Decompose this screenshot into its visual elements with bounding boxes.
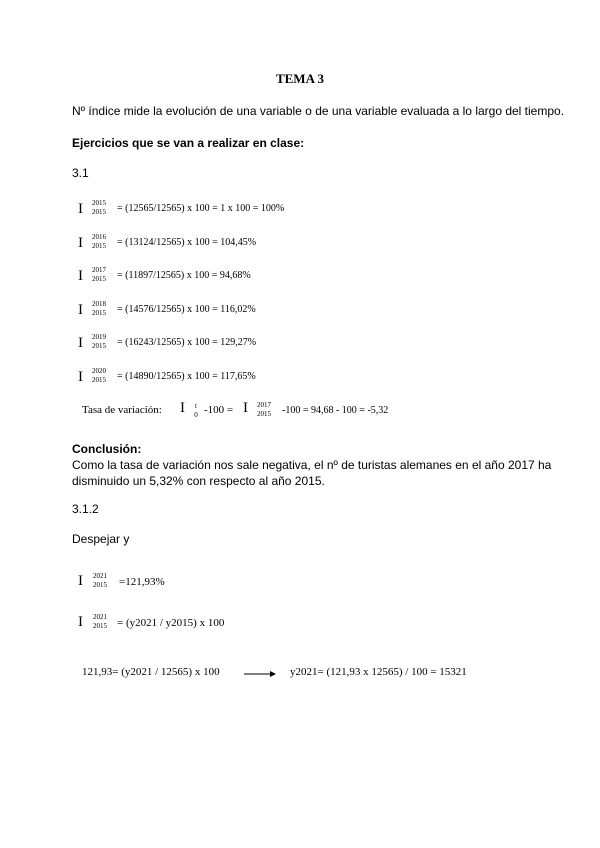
index-symbol: I: [78, 302, 83, 318]
variation-index-symbol-1: I: [180, 400, 185, 416]
index-year-bottom: 2015: [92, 309, 106, 317]
variation-sup2-top: 2017: [257, 401, 271, 409]
despejar-text: Despejar y: [72, 532, 130, 546]
index-formula-expression: = (12565/12565) x 100 = 1 x 100 = 100%: [117, 203, 285, 214]
page-title: TEMA 3: [275, 71, 325, 86]
index-year-top: 2020: [92, 367, 106, 375]
index-year-bottom: 2015: [92, 275, 106, 283]
final-equation-left: 121,93= (y2021 / 12565) x 100: [82, 666, 220, 678]
section-3-1-2: 3.1.2: [72, 502, 99, 516]
conclusion-line-1: Como la tasa de variación nos sale negativa, el nº de turistas alemanes en el año 2017 ha: [72, 458, 552, 472]
index-year-top: 2017: [92, 266, 106, 274]
index-symbol: I: [78, 268, 83, 284]
variation-sup1-top: t: [195, 402, 197, 410]
section-3-1: 3.1: [72, 166, 89, 180]
index-symbol: I: [78, 235, 83, 251]
variation-result: -100 = 94,68 - 100 = -5,32: [282, 405, 389, 416]
variation-sup2-bottom: 2015: [257, 410, 271, 418]
index-2021b-bottom: 2015: [93, 622, 107, 630]
index-2021a-bottom: 2015: [93, 581, 107, 589]
index-symbol: I: [78, 201, 83, 217]
index-year-top: 2015: [92, 199, 106, 207]
arrow-right-icon: [244, 669, 276, 679]
variation-index-symbol-2: I: [243, 400, 248, 416]
index-symbol: I: [78, 369, 83, 385]
index-year-top: 2018: [92, 300, 106, 308]
variation-label: Tasa de variación:: [82, 404, 162, 416]
index-formula-expression: = (14890/12565) x 100 = 117,65%: [117, 371, 256, 382]
index-2021b-expr: = (y2021 / y2015) x 100: [117, 617, 225, 629]
final-equation-right: y2021= (121,93 x 12565) / 100 = 15321: [290, 666, 467, 678]
exercises-heading: Ejercicios que se van a realizar en clase:: [72, 136, 305, 150]
index-year-bottom: 2015: [92, 342, 106, 350]
index-2021a-top: 2021: [93, 572, 107, 580]
index-year-top: 2019: [92, 333, 106, 341]
index-year-bottom: 2015: [92, 242, 106, 250]
index-2021b-top: 2021: [93, 613, 107, 621]
intro-text: Nº índice mide la evolución de una variable o de una variable evaluada a lo largo del tiempo.: [72, 104, 565, 118]
index-year-bottom: 2015: [92, 208, 106, 216]
variation-sup1-bottom: 0: [194, 411, 198, 419]
conclusion-line-2: disminuido un 5,32% con respecto al año 2015.: [72, 474, 325, 488]
index-formula-expression: = (13124/12565) x 100 = 104,45%: [117, 237, 257, 248]
index-formula-expression: = (16243/12565) x 100 = 129,27%: [117, 337, 257, 348]
index-2021a-symbol: I: [78, 573, 83, 589]
index-2021b-symbol: I: [78, 614, 83, 630]
index-formula-expression: = (14576/12565) x 100 = 116,02%: [117, 304, 256, 315]
index-2021a-expr: =121,93%: [119, 576, 165, 588]
index-year-top: 2016: [92, 233, 106, 241]
variation-mid: -100 =: [204, 404, 234, 416]
index-formula-expression: = (11897/12565) x 100 = 94,68%: [117, 270, 251, 281]
index-symbol: I: [78, 335, 83, 351]
index-year-bottom: 2015: [92, 376, 106, 384]
conclusion-heading: Conclusión:: [72, 442, 142, 456]
